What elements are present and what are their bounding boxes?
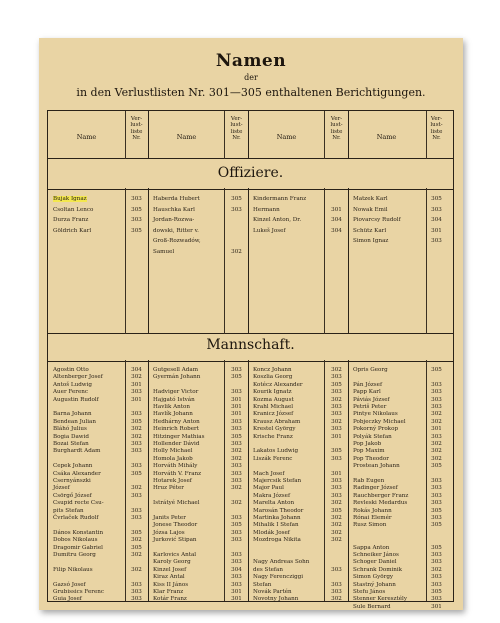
entry-name: Schneiker János: [353, 552, 399, 558]
entry-list-nr: 301: [431, 603, 442, 610]
entry-name: Rusz Simon: [353, 522, 387, 529]
header-nr-line: Ver-: [330, 116, 343, 122]
entry-name: Krahl Michael: [253, 404, 294, 410]
entry-name: Csoltan Lenco: [53, 206, 94, 213]
entry-name: Jurković Stipan: [153, 537, 197, 544]
entry-list-nr: 305: [431, 522, 442, 529]
entry-name: Pop Theodor: [353, 455, 389, 462]
entry-list-nr: 302: [431, 441, 442, 447]
entry-name: Kinzel Josef: [153, 566, 187, 573]
entry-list-nr: 304: [231, 566, 242, 573]
entry-name: Lukeš Josef: [253, 227, 286, 234]
entry-list-nr: 303: [331, 478, 342, 484]
entry-name: Pobjeczky Michael: [353, 418, 406, 425]
header-nr-line: lust-: [130, 122, 143, 129]
entry-list-nr: 301: [131, 381, 142, 388]
entry-name: Pop Maxim: [353, 448, 385, 455]
entry-list-nr: 302: [131, 537, 142, 544]
entry-name: Martinka Johann: [253, 515, 301, 521]
entry-list-nr: 303: [231, 470, 242, 477]
entry-list-nr: 303: [331, 581, 342, 588]
entry-list-nr: 305: [131, 418, 142, 425]
entry-name: Guia Josef: [53, 596, 82, 603]
entry-name: Klar Franz: [153, 589, 184, 595]
entry-name: Dragomir Gabriel: [53, 544, 103, 551]
entry-name: Kotécz Alexander: [253, 381, 303, 388]
entry-name: Gutgesell Adam: [153, 367, 199, 373]
entry-name: Barna Johann: [53, 411, 92, 418]
entry-list-nr: 305: [431, 196, 442, 202]
entry-name: Páviás József: [353, 396, 390, 403]
entry-name: Auer Ferenc: [53, 389, 89, 396]
entry-name: Revleski Medardus: [353, 500, 408, 507]
page-subtitle: in den Verlustlisten Nr. 301—305 enthaltenen Berichtigungen.: [76, 86, 426, 99]
entry-list-nr: 305: [431, 463, 442, 470]
entry-list-nr: 303: [131, 507, 142, 514]
entry-list-nr: 304: [131, 367, 142, 373]
header-nr-line: liste: [230, 128, 243, 135]
header-nr-line: lust-: [330, 122, 343, 129]
entry-name: Stefan: [253, 581, 272, 588]
entry-name: Nagy Ferencziggi: [253, 574, 304, 581]
entry-list-nr: 302: [331, 367, 342, 373]
column-header-name: Name: [176, 133, 197, 141]
entry-name: Liszák Ferenc: [253, 455, 293, 462]
entry-name: Pintye Nikolaus: [353, 411, 398, 418]
entry-list-nr: 303: [431, 485, 442, 492]
entry-name: Bogia Dawid: [53, 433, 89, 440]
entry-name: Grubissics Ferenc: [53, 589, 105, 595]
entry-name: Csáka Alexander: [53, 470, 101, 477]
entry-list-nr: 303: [231, 559, 242, 566]
entry-list-nr: 303: [131, 389, 142, 396]
entry-name: Kozma August: [253, 396, 294, 403]
entry-name: Rónai Elemér: [353, 515, 392, 521]
entry-name: Csörgő József: [53, 492, 92, 499]
entry-name: Kiss II János: [153, 581, 189, 588]
entry-name: Opris Georg: [353, 367, 388, 373]
entry-name: Stastný Johann: [353, 581, 396, 588]
entry-list-nr: 303: [231, 581, 242, 588]
header-nr-line: Nr.: [332, 134, 341, 141]
entry-name: Novotny Johann: [253, 596, 299, 603]
entry-name: Matzek Karl: [353, 196, 388, 202]
entry-list-nr: 303: [431, 552, 442, 558]
entry-list-nr: 303: [131, 217, 142, 223]
entry-list-nr: 303: [431, 206, 442, 213]
entry-name: Čvrlaček Rudolf: [53, 515, 99, 521]
entry-list-nr: 302: [131, 426, 142, 433]
entry-name: Bujak Ignaz: [53, 196, 87, 202]
entry-list-nr: 303: [231, 426, 242, 433]
column-header-list-nr: [325, 116, 348, 141]
entry-name: Bendean Julian: [53, 418, 96, 425]
document-page: [39, 38, 463, 610]
entry-name: Petriš Peter: [353, 404, 387, 410]
entry-name: Krausz Abraham: [253, 418, 301, 425]
entry-name: Bláhó Julius: [53, 426, 87, 433]
entry-list-nr: 305: [431, 367, 442, 373]
entry-list-nr: 301: [331, 470, 342, 477]
entry-list-nr: 304: [331, 227, 342, 234]
entry-list-nr: 302: [331, 515, 342, 521]
entry-name: Hitzinger Mathias: [153, 433, 205, 440]
entry-name: Bozai Stefan: [53, 441, 89, 447]
entry-list-nr: 303: [431, 559, 442, 566]
entry-name: Cepek Johann: [53, 463, 93, 470]
entry-list-nr: 301: [231, 404, 242, 410]
entry-list-nr: 302: [431, 418, 442, 425]
entry-list-nr: 302: [431, 448, 442, 455]
entry-list-nr: 303: [431, 381, 442, 388]
entry-list-nr: 302: [131, 566, 142, 573]
entry-name: Homola Jakob: [153, 455, 193, 462]
entry-name: Makra József: [253, 492, 291, 499]
entry-list-nr: 301: [431, 227, 442, 234]
entry-name: Gazsó Josef: [53, 581, 86, 588]
entry-name: Samuel: [153, 248, 175, 255]
header-nr-line: Nr.: [232, 134, 241, 141]
page-title: Namen: [215, 51, 287, 71]
header-nr-line: Ver-: [230, 116, 243, 122]
entry-name: Schrank Dominik: [353, 566, 403, 573]
entry-list-nr: 303: [131, 411, 142, 418]
entry-list-nr: 303: [231, 529, 242, 536]
entry-name: Piovarcsy Rudolf: [353, 217, 401, 223]
entry-list-nr: 305: [231, 522, 242, 529]
entry-list-nr: 303: [231, 515, 242, 521]
entry-name: Simon Ignaz: [353, 238, 389, 244]
entry-name: Karoly Georg: [153, 559, 191, 566]
entry-name: Csernyánszki: [53, 478, 91, 484]
entry-list-nr: 303: [431, 478, 442, 484]
entry-name: Rab Eugen: [353, 478, 385, 484]
entry-name: József: [53, 485, 70, 492]
entry-name: Hauschka Karl: [153, 206, 195, 213]
entry-list-nr: 303: [131, 581, 142, 588]
entry-name: Koncz Johann: [253, 367, 292, 373]
column-header-name: Name: [76, 133, 97, 141]
header-nr-line: lust-: [430, 122, 443, 129]
entry-name: Horváth V. Franz: [153, 470, 202, 477]
entry-list-nr: 302: [331, 596, 342, 603]
entry-list-nr: 301: [231, 396, 242, 403]
column-header-name: Name: [376, 133, 397, 141]
entry-name: Marelta Anton: [253, 500, 295, 507]
entry-list-nr: 303: [131, 492, 142, 499]
entry-name: Kotár Franz: [153, 596, 187, 603]
entry-list-nr: 303: [331, 485, 342, 492]
entry-name: Filip Nikolaus: [53, 566, 93, 573]
entry-list-nr: 302: [231, 500, 242, 507]
entry-name: Dános Konstantin: [53, 529, 104, 536]
entry-name: Pop Jakob: [353, 441, 382, 447]
entry-name: Janits Peter: [153, 515, 186, 521]
entry-name: Krestel György: [253, 426, 296, 433]
entry-list-nr: 303: [331, 589, 342, 595]
column-header-list-nr: [425, 116, 448, 141]
entry-list-nr: 305: [331, 381, 342, 388]
entry-list-nr: 301: [431, 426, 442, 433]
entry-list-nr: 302: [431, 455, 442, 462]
entry-name: dowski, Ritter v.: [153, 227, 199, 234]
entry-list-nr: 303: [131, 196, 142, 202]
page-subtitle-der: der: [244, 73, 258, 82]
entry-name: Rokás Johann: [353, 507, 392, 514]
entry-list-nr: 305: [331, 507, 342, 514]
entry-list-nr: 303: [331, 492, 342, 499]
entry-name: pits Stefan: [53, 507, 84, 514]
entry-name: Polyák Stefan: [353, 433, 392, 440]
entry-list-nr: 303: [331, 566, 342, 573]
entry-list-nr: 303: [231, 206, 242, 213]
entry-list-nr: 305: [231, 374, 242, 381]
entry-name: Mozdroga Nikita: [253, 537, 301, 544]
entry-name: Hruz Péter: [153, 485, 184, 492]
entry-name: Józsa Lajos: [153, 529, 185, 536]
entry-list-nr: 305: [131, 470, 142, 477]
header-nr-line: Nr.: [132, 134, 141, 141]
entry-list-nr: 303: [231, 478, 242, 484]
header-nr-line: Ver-: [430, 116, 443, 122]
entry-list-nr: 303: [231, 537, 242, 544]
entry-name: Antoš Ludwig: [53, 381, 92, 388]
entry-list-nr: 303: [131, 463, 142, 470]
entry-name: Dobos Nikolaus: [53, 537, 98, 544]
entry-name: Prostean Johann: [353, 463, 400, 470]
entry-name: Sappa Anton: [353, 544, 390, 551]
entry-list-nr: 301: [331, 206, 342, 213]
entry-list-nr: 302: [431, 566, 442, 573]
entry-list-nr: 303: [431, 396, 442, 403]
names-table: [47, 110, 454, 610]
men-top-rule: [48, 361, 453, 362]
entry-list-nr: 302: [231, 455, 242, 462]
entry-name: Jordan-Rozwa-: [153, 217, 195, 223]
entry-name: Kranicz József: [253, 411, 294, 418]
entry-list-nr: 303: [331, 455, 342, 462]
entry-name: Heinrich Robert: [153, 426, 199, 433]
entry-name: Koszlia Georg: [253, 374, 293, 381]
entry-list-nr: 303: [131, 589, 142, 595]
entry-name: Hadviger Victor: [153, 389, 199, 396]
entry-list-nr: 303: [431, 596, 442, 603]
entry-name: Karlovics Antal: [153, 552, 197, 558]
entry-list-nr: 301: [231, 411, 242, 418]
entry-list-nr: 303: [231, 574, 242, 581]
entry-name: Nagy Andreas Sohn: [253, 559, 310, 566]
section-officers: Offiziere.: [217, 165, 284, 181]
entry-list-nr: 302: [231, 248, 242, 255]
entry-list-nr: 301: [231, 596, 242, 603]
entry-name: Hotarek Josef: [153, 478, 192, 484]
entry-list-nr: 303: [331, 426, 342, 433]
entry-list-nr: 303: [431, 581, 442, 588]
entry-name: Mach Josef: [253, 470, 285, 477]
entry-name: Stefu János: [353, 589, 386, 595]
entry-list-nr: 303: [431, 238, 442, 244]
entry-list-nr: 302: [231, 448, 242, 455]
entry-list-nr: 302: [331, 500, 342, 507]
entry-list-nr: 302: [331, 522, 342, 529]
entry-list-nr: 302: [331, 537, 342, 544]
entry-list-nr: 304: [431, 217, 442, 223]
entry-list-nr: 303: [231, 463, 242, 470]
entry-list-nr: 301: [231, 589, 242, 595]
entry-name: Hollender Dávid: [153, 441, 200, 447]
entry-name: Lakatos Ludwig: [253, 448, 299, 455]
entry-name: Agostin Otto: [53, 367, 89, 373]
entry-name: Majercsik Stefan: [253, 478, 302, 484]
entry-name: Havlík Johann: [153, 411, 193, 418]
entry-list-nr: 303: [431, 404, 442, 410]
entry-name: Hermann: [253, 206, 280, 213]
entry-list-nr: 303: [231, 389, 242, 396]
entry-name: Mihalik I Stefan: [253, 522, 299, 529]
entry-list-nr: 303: [431, 389, 442, 396]
entry-list-nr: 302: [331, 396, 342, 403]
header-nr-line: liste: [330, 128, 343, 135]
entry-list-nr: 302: [131, 552, 142, 558]
entry-name: Novák Partén: [253, 589, 292, 595]
entry-list-nr: 302: [231, 485, 242, 492]
entry-list-nr: 305: [131, 227, 142, 234]
entry-list-nr: 305: [431, 544, 442, 551]
entry-name: Schütz Karl: [353, 227, 387, 234]
header-nr-line: Ver-: [130, 116, 143, 122]
entry-name: Radinger József: [353, 485, 398, 492]
entry-list-nr: 305: [331, 448, 342, 455]
entry-list-nr: 303: [331, 404, 342, 410]
entry-name: Haberda Hubert: [153, 196, 200, 202]
entry-list-nr: 303: [231, 418, 242, 425]
entry-name: Durza Franz: [53, 217, 89, 223]
entry-name: Papp Karl: [353, 389, 381, 396]
entry-list-nr: 305: [231, 196, 242, 202]
entry-name: Havlik Anton: [153, 404, 190, 410]
entry-list-nr: 302: [131, 374, 142, 381]
entry-list-nr: 302: [331, 418, 342, 425]
entry-list-nr: 305: [231, 433, 242, 440]
entry-name: Pokorný Prokop: [353, 426, 399, 433]
entry-list-nr: 303: [331, 389, 342, 396]
entry-name: des Stefan: [253, 566, 283, 573]
entry-name: Kinzel Anton, Dr.: [253, 217, 302, 223]
entry-name: Stenner Keresztély: [353, 596, 408, 603]
entry-name: Major Paul: [253, 485, 284, 492]
entry-list-nr: 302: [131, 433, 142, 440]
entry-name: Pán József: [353, 381, 383, 388]
column-header-list-nr: [225, 116, 248, 141]
entry-list-nr: 302: [331, 529, 342, 536]
entry-list-nr: 305: [431, 589, 442, 595]
entry-name: Kourik Ignatz: [253, 389, 292, 396]
entry-name: Krische Franz: [253, 433, 293, 440]
entry-name: Mlodák Josef: [253, 529, 290, 536]
entry-name: Jonese Theodor: [153, 522, 198, 529]
entry-list-nr: 303: [231, 552, 242, 558]
entry-name: Hedhárny Anton: [153, 418, 200, 425]
entry-list-nr: 301: [131, 396, 142, 403]
entry-list-nr: 303: [431, 515, 442, 521]
entry-list-nr: 303: [431, 492, 442, 499]
entry-name: Holly Michael: [153, 448, 193, 455]
entry-name: Simon György: [353, 574, 394, 581]
entry-name: Marosán Theodor: [253, 507, 304, 514]
entry-list-nr: 305: [131, 529, 142, 536]
entry-list-nr: 303: [231, 367, 242, 373]
entry-name: Burghardt Adam: [53, 448, 101, 455]
entry-list-nr: 302: [431, 411, 442, 418]
entry-list-nr: 304: [331, 217, 342, 223]
entry-list-nr: 305: [131, 544, 142, 551]
entry-name: Horváth Mihály: [153, 463, 198, 470]
entry-name: Gyermán Johann: [153, 374, 201, 381]
entry-name: Csupid recte Csu-: [53, 500, 104, 507]
header-nr-line: Nr.: [432, 134, 441, 141]
entry-list-nr: 303: [131, 448, 142, 455]
entry-name: Göldrich Karl: [53, 227, 92, 234]
entry-list-nr: 301: [331, 433, 342, 440]
entry-list-nr: 305: [131, 206, 142, 213]
entry-list-nr: 303: [131, 441, 142, 447]
entry-name: Rauchberger Franz: [353, 492, 409, 499]
entry-list-nr: 303: [431, 574, 442, 581]
column-header-list-nr: [125, 116, 148, 141]
section-men: Mannschaft.: [206, 337, 295, 353]
entry-name: Sule Bernard: [353, 603, 391, 610]
entry-name: Groß-Rozwadów,: [153, 238, 201, 244]
entry-name: Hajgató István: [153, 396, 195, 403]
entry-list-nr: 303: [131, 596, 142, 603]
entry-name: Augustin Rudolf: [53, 396, 99, 403]
entry-name: Nowak Emil: [353, 206, 388, 213]
entry-list-nr: 303: [431, 500, 442, 507]
header-nr-line: liste: [130, 128, 143, 135]
column-header-name: Name: [276, 133, 297, 141]
entry-list-nr: 303: [131, 515, 142, 521]
entry-list-nr: 303: [231, 441, 242, 447]
entry-list-nr: 303: [431, 433, 442, 440]
entry-name: Kindermann Franz: [253, 196, 307, 202]
entry-name: Kiraz Antal: [153, 574, 185, 581]
entry-list-nr: 303: [331, 374, 342, 381]
officers-top-rule: [48, 189, 453, 190]
entry-list-nr: 303: [331, 411, 342, 418]
header-nr-line: liste: [430, 128, 443, 135]
entry-name: Istrátyé Michael: [153, 500, 200, 507]
entry-list-nr: 302: [131, 485, 142, 492]
entry-list-nr: 305: [431, 507, 442, 514]
entry-name: Dumitru Georg: [53, 552, 96, 558]
header-nr-line: lust-: [230, 122, 243, 129]
entry-name: Altenberger Josef: [53, 374, 103, 381]
entry-name: Schoger Daniel: [353, 559, 397, 566]
